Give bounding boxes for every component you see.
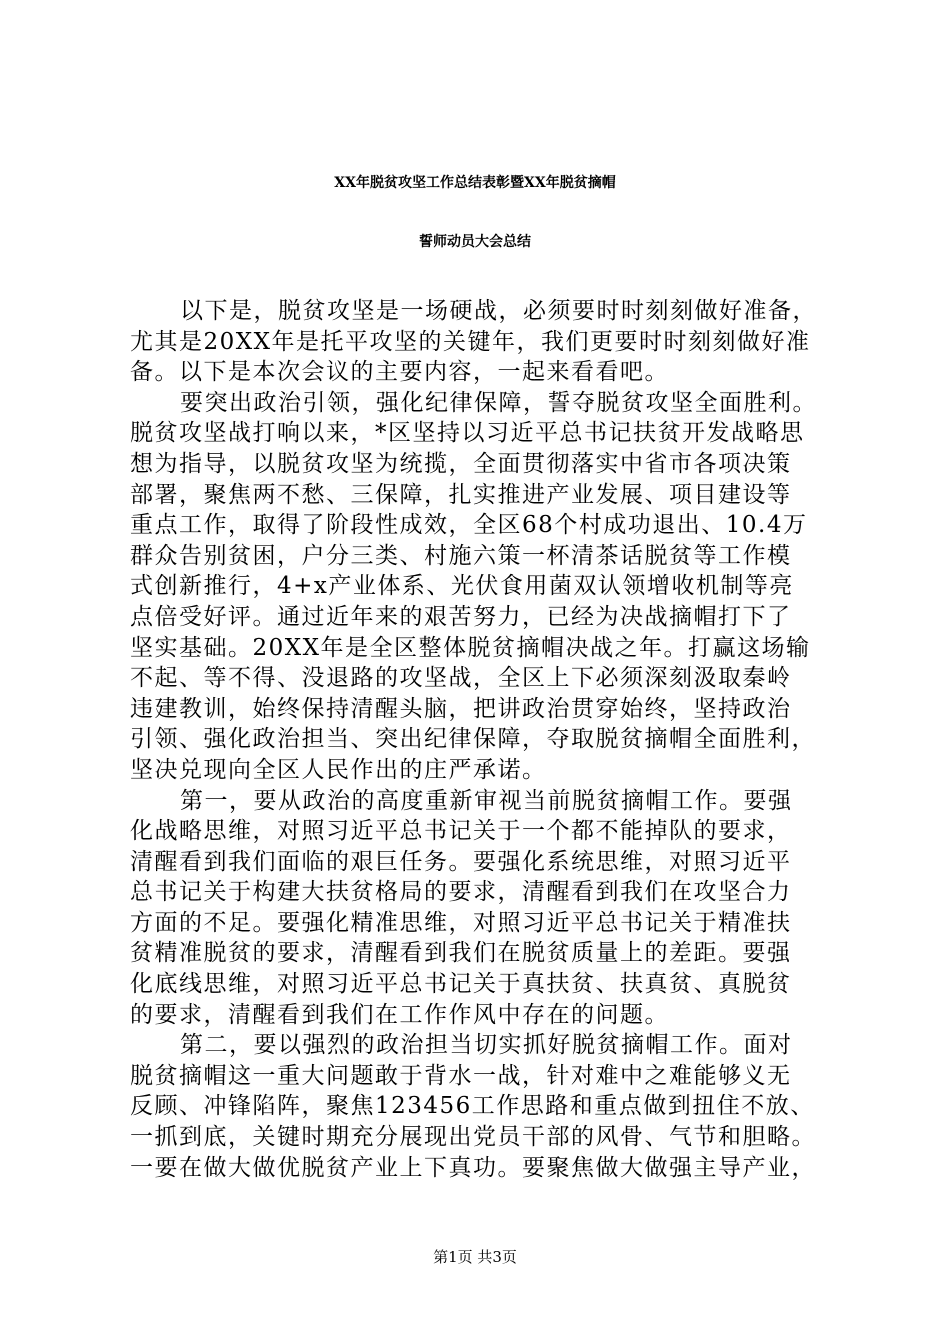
document-title-line-2: 誓师动员大会总结 <box>419 234 531 250</box>
body-line: 不起、等不得、没退路的攻坚战，全区上下必须深刻汲取秦岭 <box>130 665 792 692</box>
body-line: 引领、强化政治担当、突出纪律保障，夺取脱贫摘帽全面胜利， <box>130 726 816 753</box>
body-line: 坚实基础。20XX年是全区整体脱贫摘帽决战之年。打赢这场输 <box>130 634 811 661</box>
body-line: 总书记关于构建大扶贫格局的要求，清醒看到我们在攻坚合力 <box>130 879 792 906</box>
body-line: 想为指导，以脱贫攻坚为统揽，全面贯彻落实中省市各项决策 <box>130 450 792 477</box>
body-line: 脱贫摘帽这一重大问题敢于背水一战，针对难中之难能够义无 <box>130 1062 792 1089</box>
body-line: 违建教训，始终保持清醒头脑，把讲政治贯穿始终，坚持政治 <box>130 695 792 722</box>
body-line: 的要求，清醒看到我们在工作作风中存在的问题。 <box>130 1001 669 1028</box>
body-line: 第二，要以强烈的政治担当切实抓好脱贫摘帽工作。面对 <box>180 1032 793 1059</box>
body-line: 以下是，脱贫攻坚是一场硬战，必须要时时刻刻做好准备， <box>180 298 817 324</box>
body-line: 备。以下是本次会议的主要内容，一起来看看吧。 <box>130 359 669 386</box>
body-line: 重点工作，取得了阶段性成效，全区68个村成功退出、10.4万 <box>130 512 808 539</box>
body-line: 尤其是20XX年是托平攻坚的关键年，我们更要时时刻刻做好准 <box>130 328 811 355</box>
body-line: 反顾、冲锋陷阵，聚焦123456工作思路和重点做到扭住不放、 <box>130 1093 815 1120</box>
document-body <box>130 296 840 1183</box>
body-line: 脱贫攻坚战打响以来，*区坚持以习近平总书记扶贫开发战略思 <box>130 420 805 447</box>
body-line: 点倍受好评。通过近年来的艰苦努力，已经为决战摘帽打下了 <box>130 603 792 630</box>
body-line: 坚决兑现向全区人民作出的庄严承诺。 <box>130 756 547 783</box>
body-line: 一要在做大做优脱贫产业上下真功。要聚焦做大做强主导产业， <box>130 1154 816 1181</box>
page-footer: 第1页 共3页 <box>433 1248 517 1266</box>
body-line: 清醒看到我们面临的艰巨任务。要强化系统思维，对照习近平 <box>130 848 792 875</box>
body-line: 化底线思维，对照习近平总书记关于真扶贫、扶真贫、真脱贫 <box>130 971 792 998</box>
body-line: 部署，聚焦两不愁、三保障，扎实推进产业发展、项目建设等 <box>130 481 792 508</box>
body-line: 方面的不足。要强化精准思维，对照习近平总书记关于精准扶 <box>130 909 792 936</box>
body-line: 贫精准脱贫的要求，清醒看到我们在脱贫质量上的差距。要强 <box>130 940 792 967</box>
body-line: 第一，要从政治的高度重新审视当前脱贫摘帽工作。要强 <box>180 787 793 814</box>
body-line: 一抓到底，关键时期充分展现出党员干部的风骨、气节和胆略。 <box>130 1124 816 1151</box>
body-line: 群众告别贫困，户分三类、村施六策一杯清茶话脱贫等工作模 <box>130 542 792 569</box>
body-line: 式创新推行，4+x产业体系、光伏食用菌双认领增收机制等亮 <box>130 573 794 600</box>
body-line: 要突出政治引领，强化纪律保障，誓夺脱贫攻坚全面胜利。 <box>180 389 817 416</box>
body-line: 化战略思维，对照习近平总书记关于一个都不能掉队的要求， <box>130 818 792 845</box>
document-title-line-1: XX年脱贫攻坚工作总结表彰暨XX年脱贫摘帽 <box>334 175 616 191</box>
